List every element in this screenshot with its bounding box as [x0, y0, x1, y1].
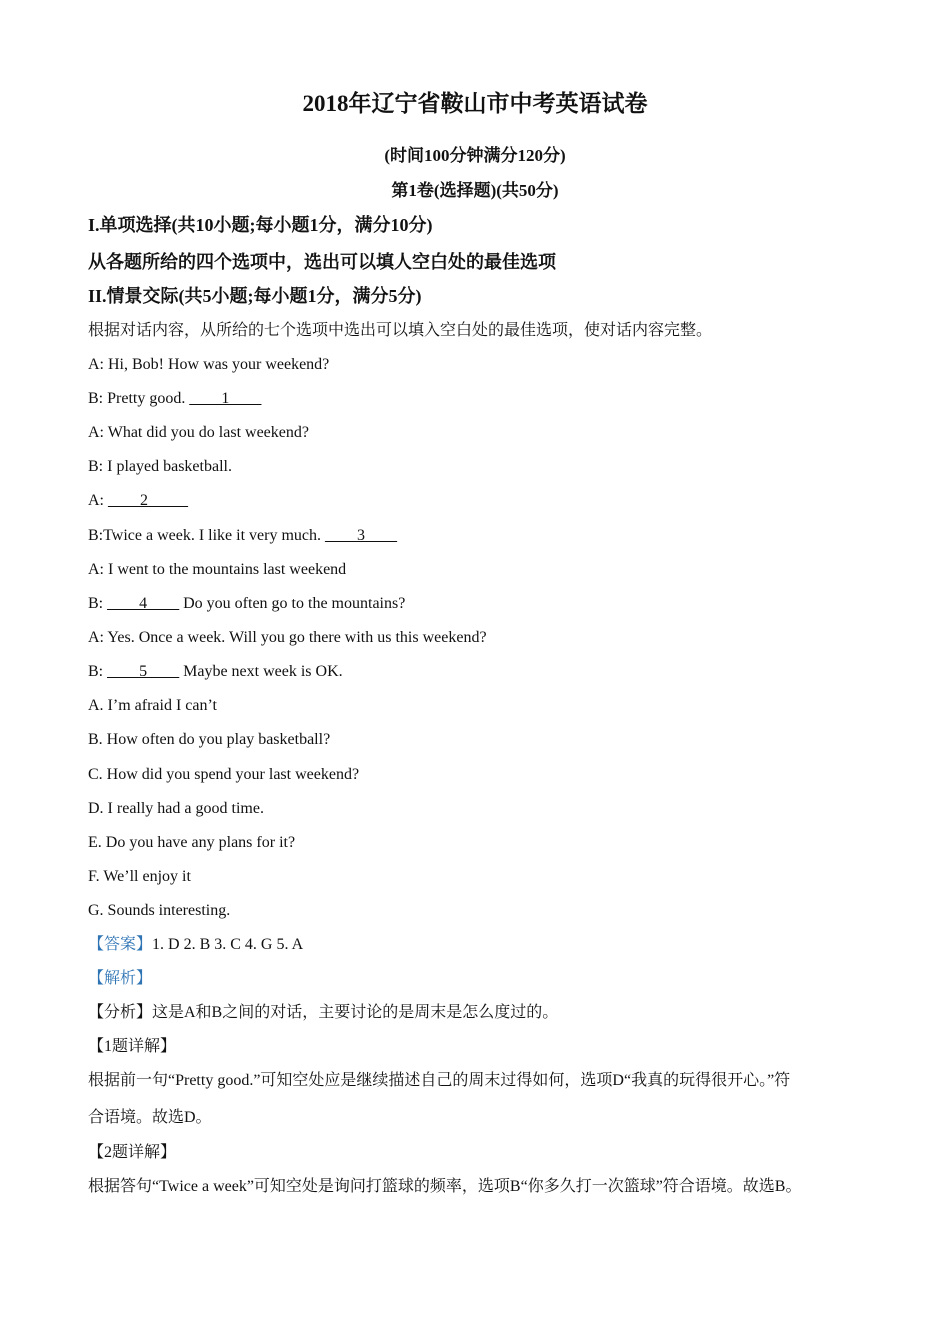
dialogue-text: A: What did you do last weekend?	[88, 424, 309, 441]
dialogue-line	[88, 594, 405, 614]
answer-text: 1. D 2. B 3. C 4. G 5. A	[152, 936, 304, 953]
dialogue-line	[88, 457, 232, 477]
dialogue-text: A: Yes. Once a week. Will you go there with us this weekend?	[88, 629, 487, 646]
q1-label: 【1题详解】	[88, 1038, 177, 1055]
dialogue-line	[88, 355, 329, 375]
dialogue-text: B: I played basketball.	[88, 458, 232, 475]
answer-line	[88, 935, 303, 955]
option-item: B. How often do you play basketball?	[88, 731, 331, 748]
option-item: E. Do you have any plans for it?	[88, 834, 296, 851]
dialogue-line	[88, 491, 188, 511]
q2-label: 【2题详解】	[88, 1144, 177, 1161]
time-info: (时间100分钟满分120分)	[384, 146, 566, 165]
dialogue-line	[88, 423, 309, 443]
dialogue-line	[88, 628, 487, 648]
dialogue-text: Do you often go to the mountains?	[179, 595, 406, 612]
dialogue-text: A:	[88, 492, 108, 509]
section2-instruction: 根据对话内容，从所给的七个选项中选出可以填入空白处的最佳选项，使对话内容完整。	[88, 322, 713, 339]
answer-blank: ____4____	[107, 595, 180, 612]
answer-label: 【答案】	[88, 936, 153, 953]
dialogue-line	[88, 526, 397, 546]
analysis-label: 【解析】	[88, 970, 153, 987]
dialogue-text: B: Pretty good.	[88, 390, 190, 407]
section2-heading: II.情景交际(共5小题;每小题1分，满分5分)	[88, 286, 422, 306]
dialogue-text: Maybe next week is OK.	[179, 663, 343, 680]
section1-heading: I.单项选择(共10小题;每小题1分，满分10分)	[88, 215, 433, 235]
dialogue-line	[88, 560, 346, 580]
q1-explanation-line1: 根据前一句“Pretty good.”可知空处应是继续描述自己的周末过得如何，选项D“我真的玩得很开心。”符	[88, 1072, 791, 1089]
option-item: A. I’m afraid I can’t	[88, 697, 217, 714]
section1-instruction: 从各题所给的四个选项中，选出可以填人空白处的最佳选项	[88, 252, 556, 272]
answer-blank: ____1____	[189, 390, 262, 407]
answer-blank: ____5____	[107, 663, 180, 680]
exam-title: 2018年辽宁省鞍山市中考英语试卷	[302, 91, 648, 116]
analysis-summary: 【分析】这是A和B之间的对话，主要讨论的是周末是怎么度过的。	[88, 1004, 559, 1021]
option-item: D. I really had a good time.	[88, 800, 264, 817]
dialogue-line	[88, 662, 343, 682]
dialogue-text: B:	[88, 595, 108, 612]
option-item: F. We’ll enjoy it	[88, 868, 191, 885]
dialogue-line	[88, 389, 261, 409]
dialogue-text: B:Twice a week. I like it very much.	[88, 527, 326, 544]
dialogue-text: A: Hi, Bob! How was your weekend?	[88, 356, 330, 373]
dialogue-text: A: I went to the mountains last weekend	[88, 561, 347, 578]
q1-explanation-line2: 合语境。故选D。	[88, 1109, 212, 1126]
q2-explanation-line1: 根据答句“Twice a week”可知空处是询问打篮球的频率，选项B“你多久打一次篮球”符合语境。故选B。	[88, 1178, 802, 1195]
option-item: C. How did you spend your last weekend?	[88, 766, 360, 783]
answer-blank: ____3____	[325, 527, 398, 544]
option-item: G. Sounds interesting.	[88, 902, 231, 919]
dialogue-text: B:	[88, 663, 108, 680]
answer-blank: ____2_____	[108, 492, 188, 509]
part-heading: 第1卷(选择题)(共50分)	[391, 181, 559, 200]
